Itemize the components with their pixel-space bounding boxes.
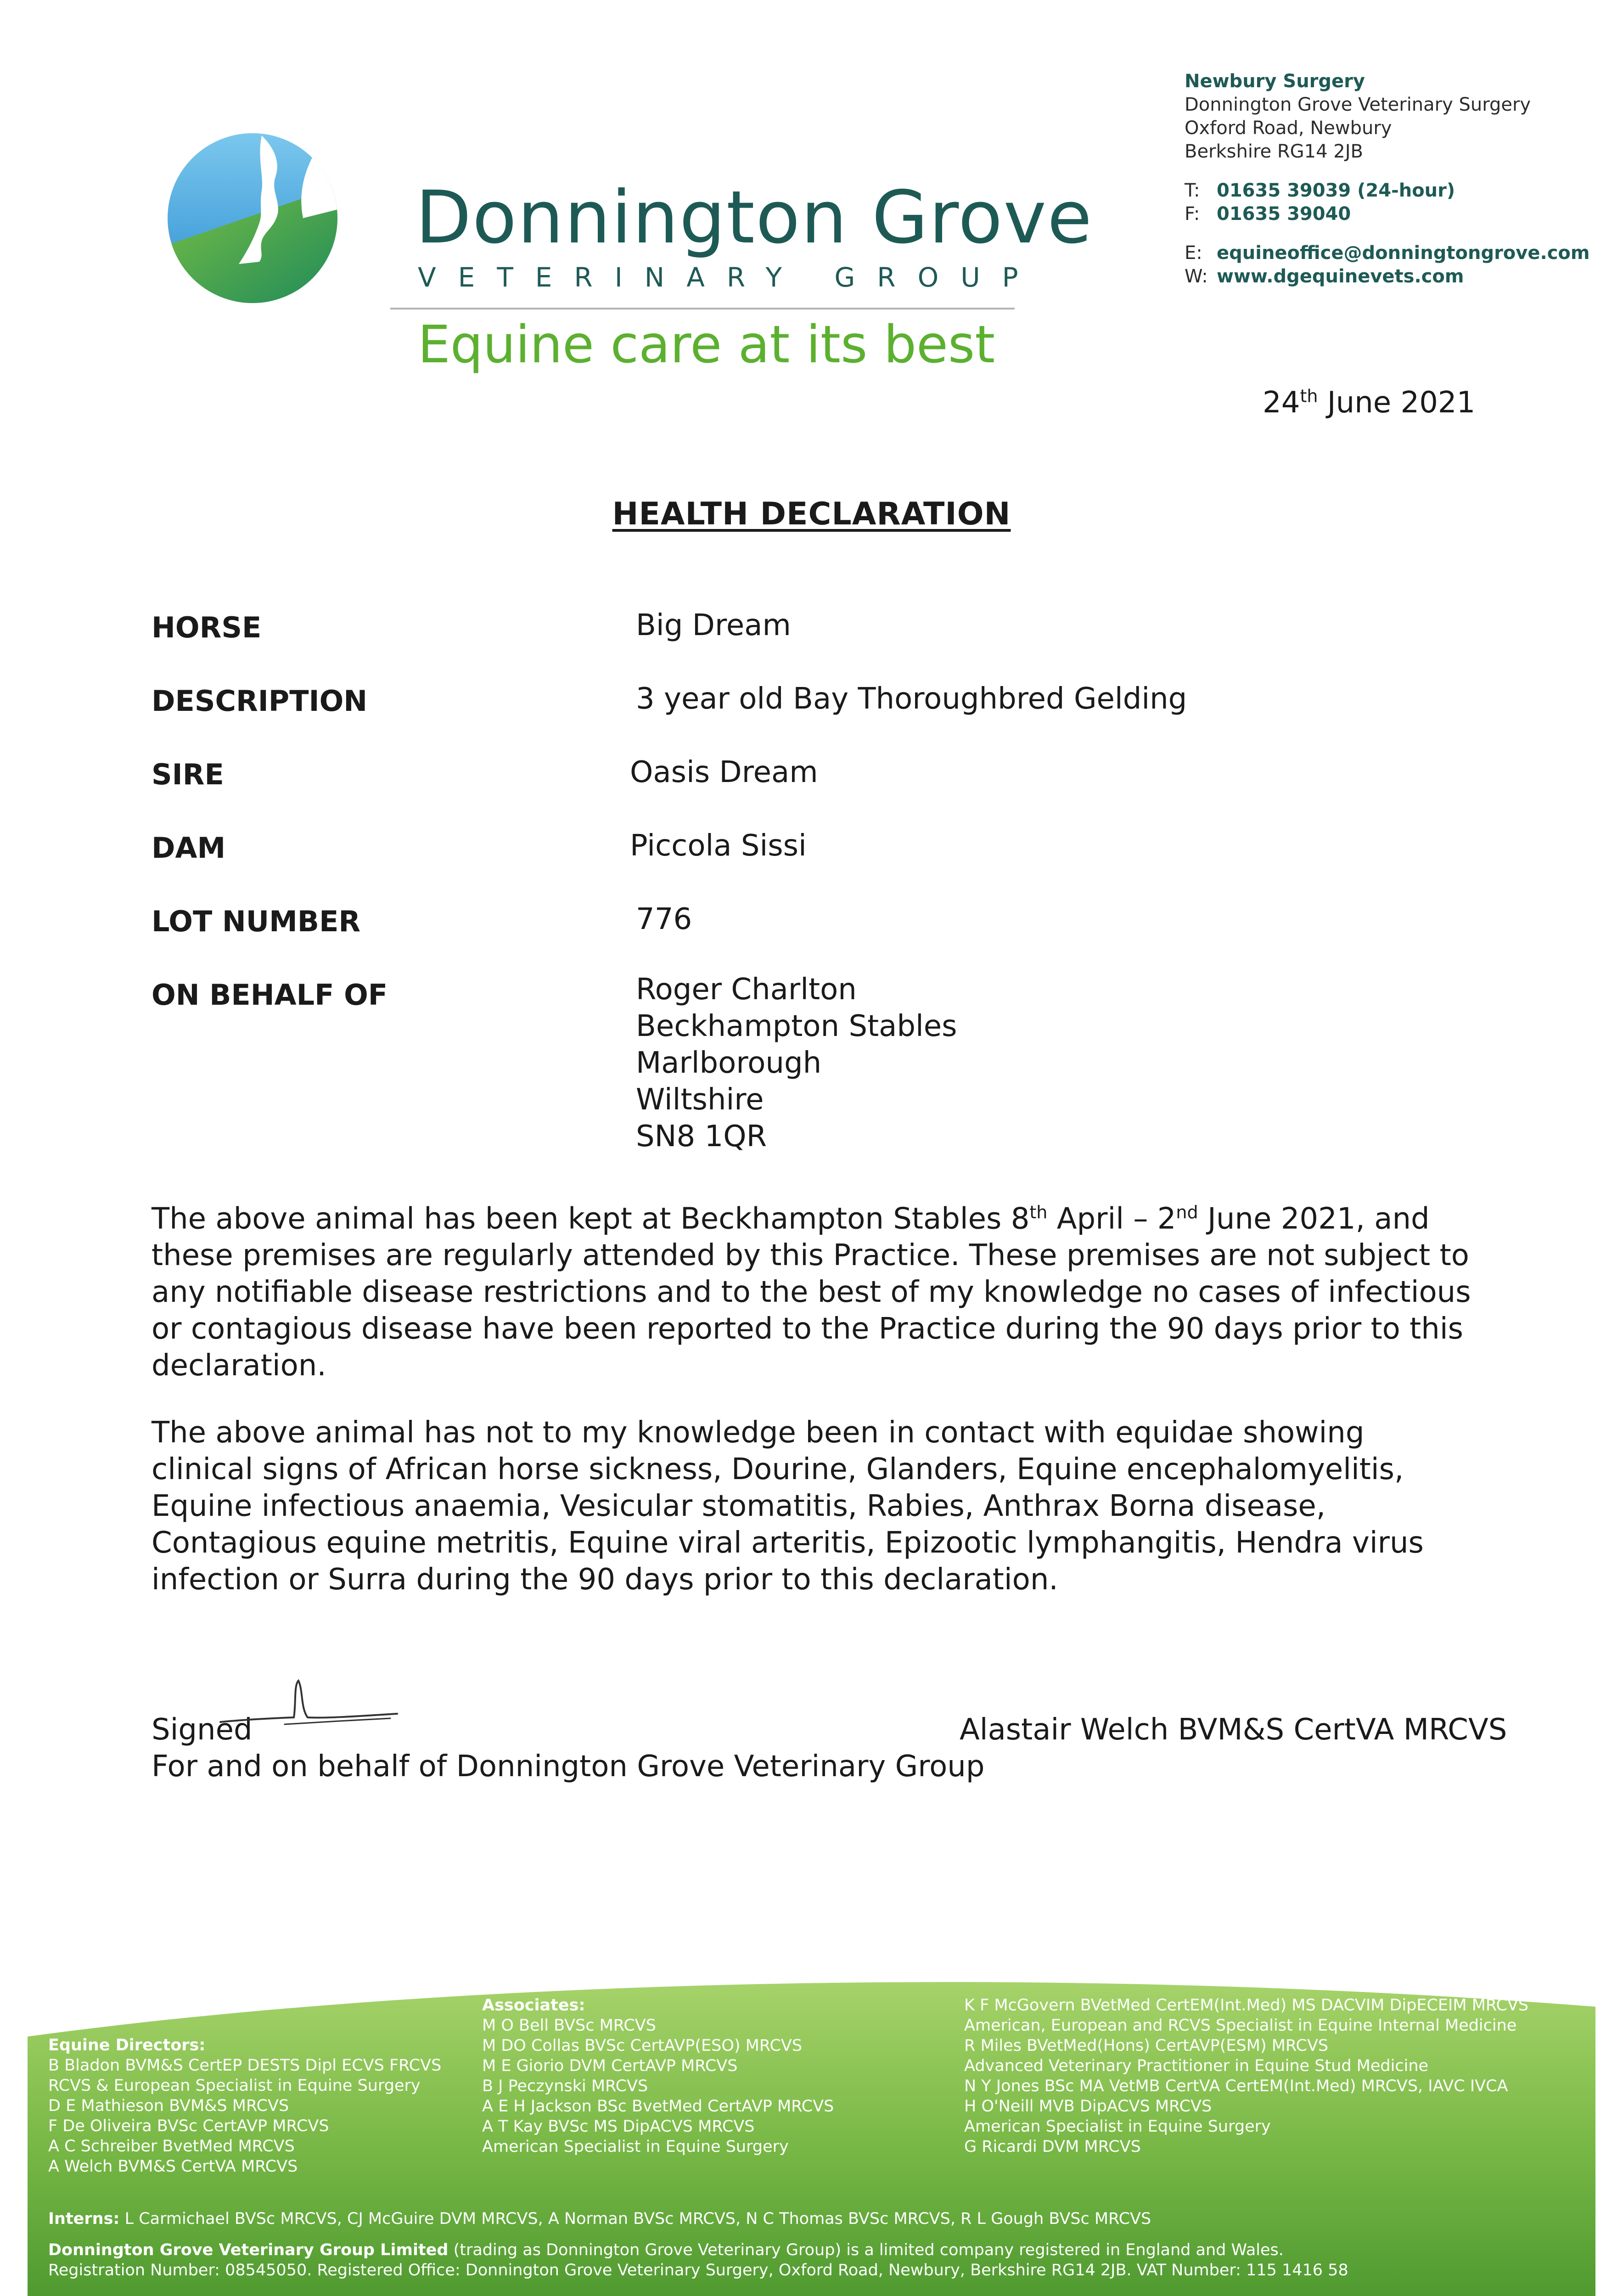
email-label: E: bbox=[1185, 242, 1202, 264]
address-line: Roger Charlton bbox=[636, 973, 857, 1007]
tel-label: T: bbox=[1185, 180, 1200, 201]
directors-title: Equine Directors: bbox=[48, 2036, 206, 2054]
address-line: Marlborough bbox=[636, 1046, 822, 1080]
description-label: DESCRIPTION bbox=[152, 684, 368, 718]
horse-value: Big Dream bbox=[636, 608, 791, 642]
on-behalf-address bbox=[636, 971, 957, 1155]
registration-line: Registration Number: 08545050. Registered Office: Donnington Grove Veterinary Surgery, Oxford Road, Newbury, Berkshire RG14 2JB. VAT Number: 115 1416 58 bbox=[48, 2261, 1348, 2279]
brand-subtitle: VETERINARY GROUP bbox=[418, 262, 1040, 293]
logo-icon bbox=[165, 131, 340, 305]
document-date: 24th June 2021 bbox=[1263, 386, 1476, 420]
associates-list-2: K F McGovern BVetMed CertEM(Int.Med) MS DACVIM DipECEIM MRCVS American, European and RCVS Specialist in Equine Internal Medicine R Miles BVetMed(Hons) CertAVP(ESM) MRCVS Advanced Veterinary Practitioner in Equine Stud Medicine N Y Jones BSc MA VetMB CertVA CertEM(Int.Med) MRCVS, IAVC IVCA H O'Neill MVB DipACVS MRCVS American Specialist in Equine Surgery G Ricardi DVM MRCVS bbox=[964, 1996, 1529, 2156]
address-line: SN8 1QR bbox=[636, 1120, 767, 1154]
brand-tagline: Equine care at its best bbox=[418, 315, 995, 375]
on-behalf-label: ON BEHALF OF bbox=[152, 978, 388, 1012]
declaration-paragraph-1: The above animal has been kept at Beckhampton Stables 8th April – 2nd June 2021, and these premises are regularly attended by this Practice. These premises are not subject to any notifiable disease restrictions and to the best of my knowledge no cases of infectious or contagious disease have been reported to the Practice during the 90 days prior to this declaration. bbox=[152, 1202, 1471, 1383]
brand-name: Donnington Grove bbox=[416, 175, 1093, 260]
on-behalf-statement: For and on behalf of Donnington Grove Veterinary Group bbox=[152, 1750, 985, 1784]
signer-name: Alastair Welch BVM&S CertVA MRCVS bbox=[960, 1713, 1507, 1747]
signature-icon bbox=[216, 1676, 399, 1736]
email-link[interactable]: equineoffice@donningtongrove.com bbox=[1217, 242, 1590, 264]
lot-number-label: LOT NUMBER bbox=[152, 905, 361, 938]
interns-line: Interns: L Carmichael BVSc MRCVS, CJ McGuire DVM MRCVS, A Norman BVSc MRCVS, N C Thomas BVSc MRCVS, R L Gough BVSc MRCVS bbox=[48, 2210, 1151, 2228]
fax-label: F: bbox=[1185, 203, 1200, 225]
tel-number: 01635 39039 (24-hour) bbox=[1217, 180, 1455, 201]
surgery-name: Newbury Surgery bbox=[1185, 71, 1365, 92]
website-link[interactable]: www.dgequinevets.com bbox=[1217, 266, 1464, 287]
surgery-contact-block bbox=[1185, 70, 1590, 288]
declaration-paragraph-2: The above animal has not to my knowledge been in contact with equidae showing clinical signs of African horse sickness, Dourine, Glanders, Equine encephalomyelitis, Equine infectious anaemia, Vesicular stomatitis, Rabies, Anthrax Borna disease, Contagious equine metritis, Equine viral arteritis, Epizootic lymphangitis, Hendra virus infection or Surra during the 90 days prior to this declaration. bbox=[152, 1416, 1424, 1597]
signed-label: Signed bbox=[152, 1713, 253, 1747]
dam-label: DAM bbox=[152, 831, 226, 865]
address-line: Donnington Grove Veterinary Surgery bbox=[1185, 94, 1531, 115]
horse-label: HORSE bbox=[152, 611, 262, 644]
brand-divider bbox=[390, 308, 1015, 310]
sire-value: Oasis Dream bbox=[630, 755, 818, 789]
dam-value: Piccola Sissi bbox=[630, 829, 807, 863]
address-line: Oxford Road, Newbury bbox=[1185, 118, 1392, 139]
associates-list: Associates: M O Bell BVSc MRCVS M DO Collas BVSc CertAVP(ESO) MRCVS M E Giorio DVM CertAVP MRCVS B J Peczynski MRCVS A E H Jackson BSc BvetMed CertAVP MRCVS A T Kay BVSc MS DipACVS MRCVS American Specialist in Equine Surgery bbox=[482, 1996, 834, 2156]
address-line: Berkshire RG14 2JB bbox=[1185, 141, 1363, 162]
associates-title: Associates: bbox=[482, 1996, 585, 2015]
fax-number: 01635 39040 bbox=[1217, 203, 1351, 225]
lot-number-value: 776 bbox=[636, 902, 692, 936]
directors-list: Equine Directors: B Bladon BVM&S CertEP DESTS Dipl ECVS FRCVS RCVS & European Specialist in Equine Surgery D E Mathieson BVM&S MRCVS F De Oliveira BVSc CertAVP MRCVS A C Schreiber BvetMed MRCVS A Welch BVM&S CertVA MRCVS bbox=[48, 2036, 442, 2176]
page-title: HEALTH DECLARATION bbox=[612, 496, 1011, 532]
company-line: Donnington Grove Veterinary Group Limited (trading as Donnington Grove Veterinary Group) is a limited company registered in England and Wales. bbox=[48, 2241, 1284, 2259]
sire-label: SIRE bbox=[152, 758, 224, 791]
web-label: W: bbox=[1185, 266, 1208, 287]
address-line: Beckhampton Stables bbox=[636, 1009, 957, 1043]
address-line: Wiltshire bbox=[636, 1083, 764, 1117]
description-value: 3 year old Bay Thoroughbred Gelding bbox=[636, 682, 1187, 716]
